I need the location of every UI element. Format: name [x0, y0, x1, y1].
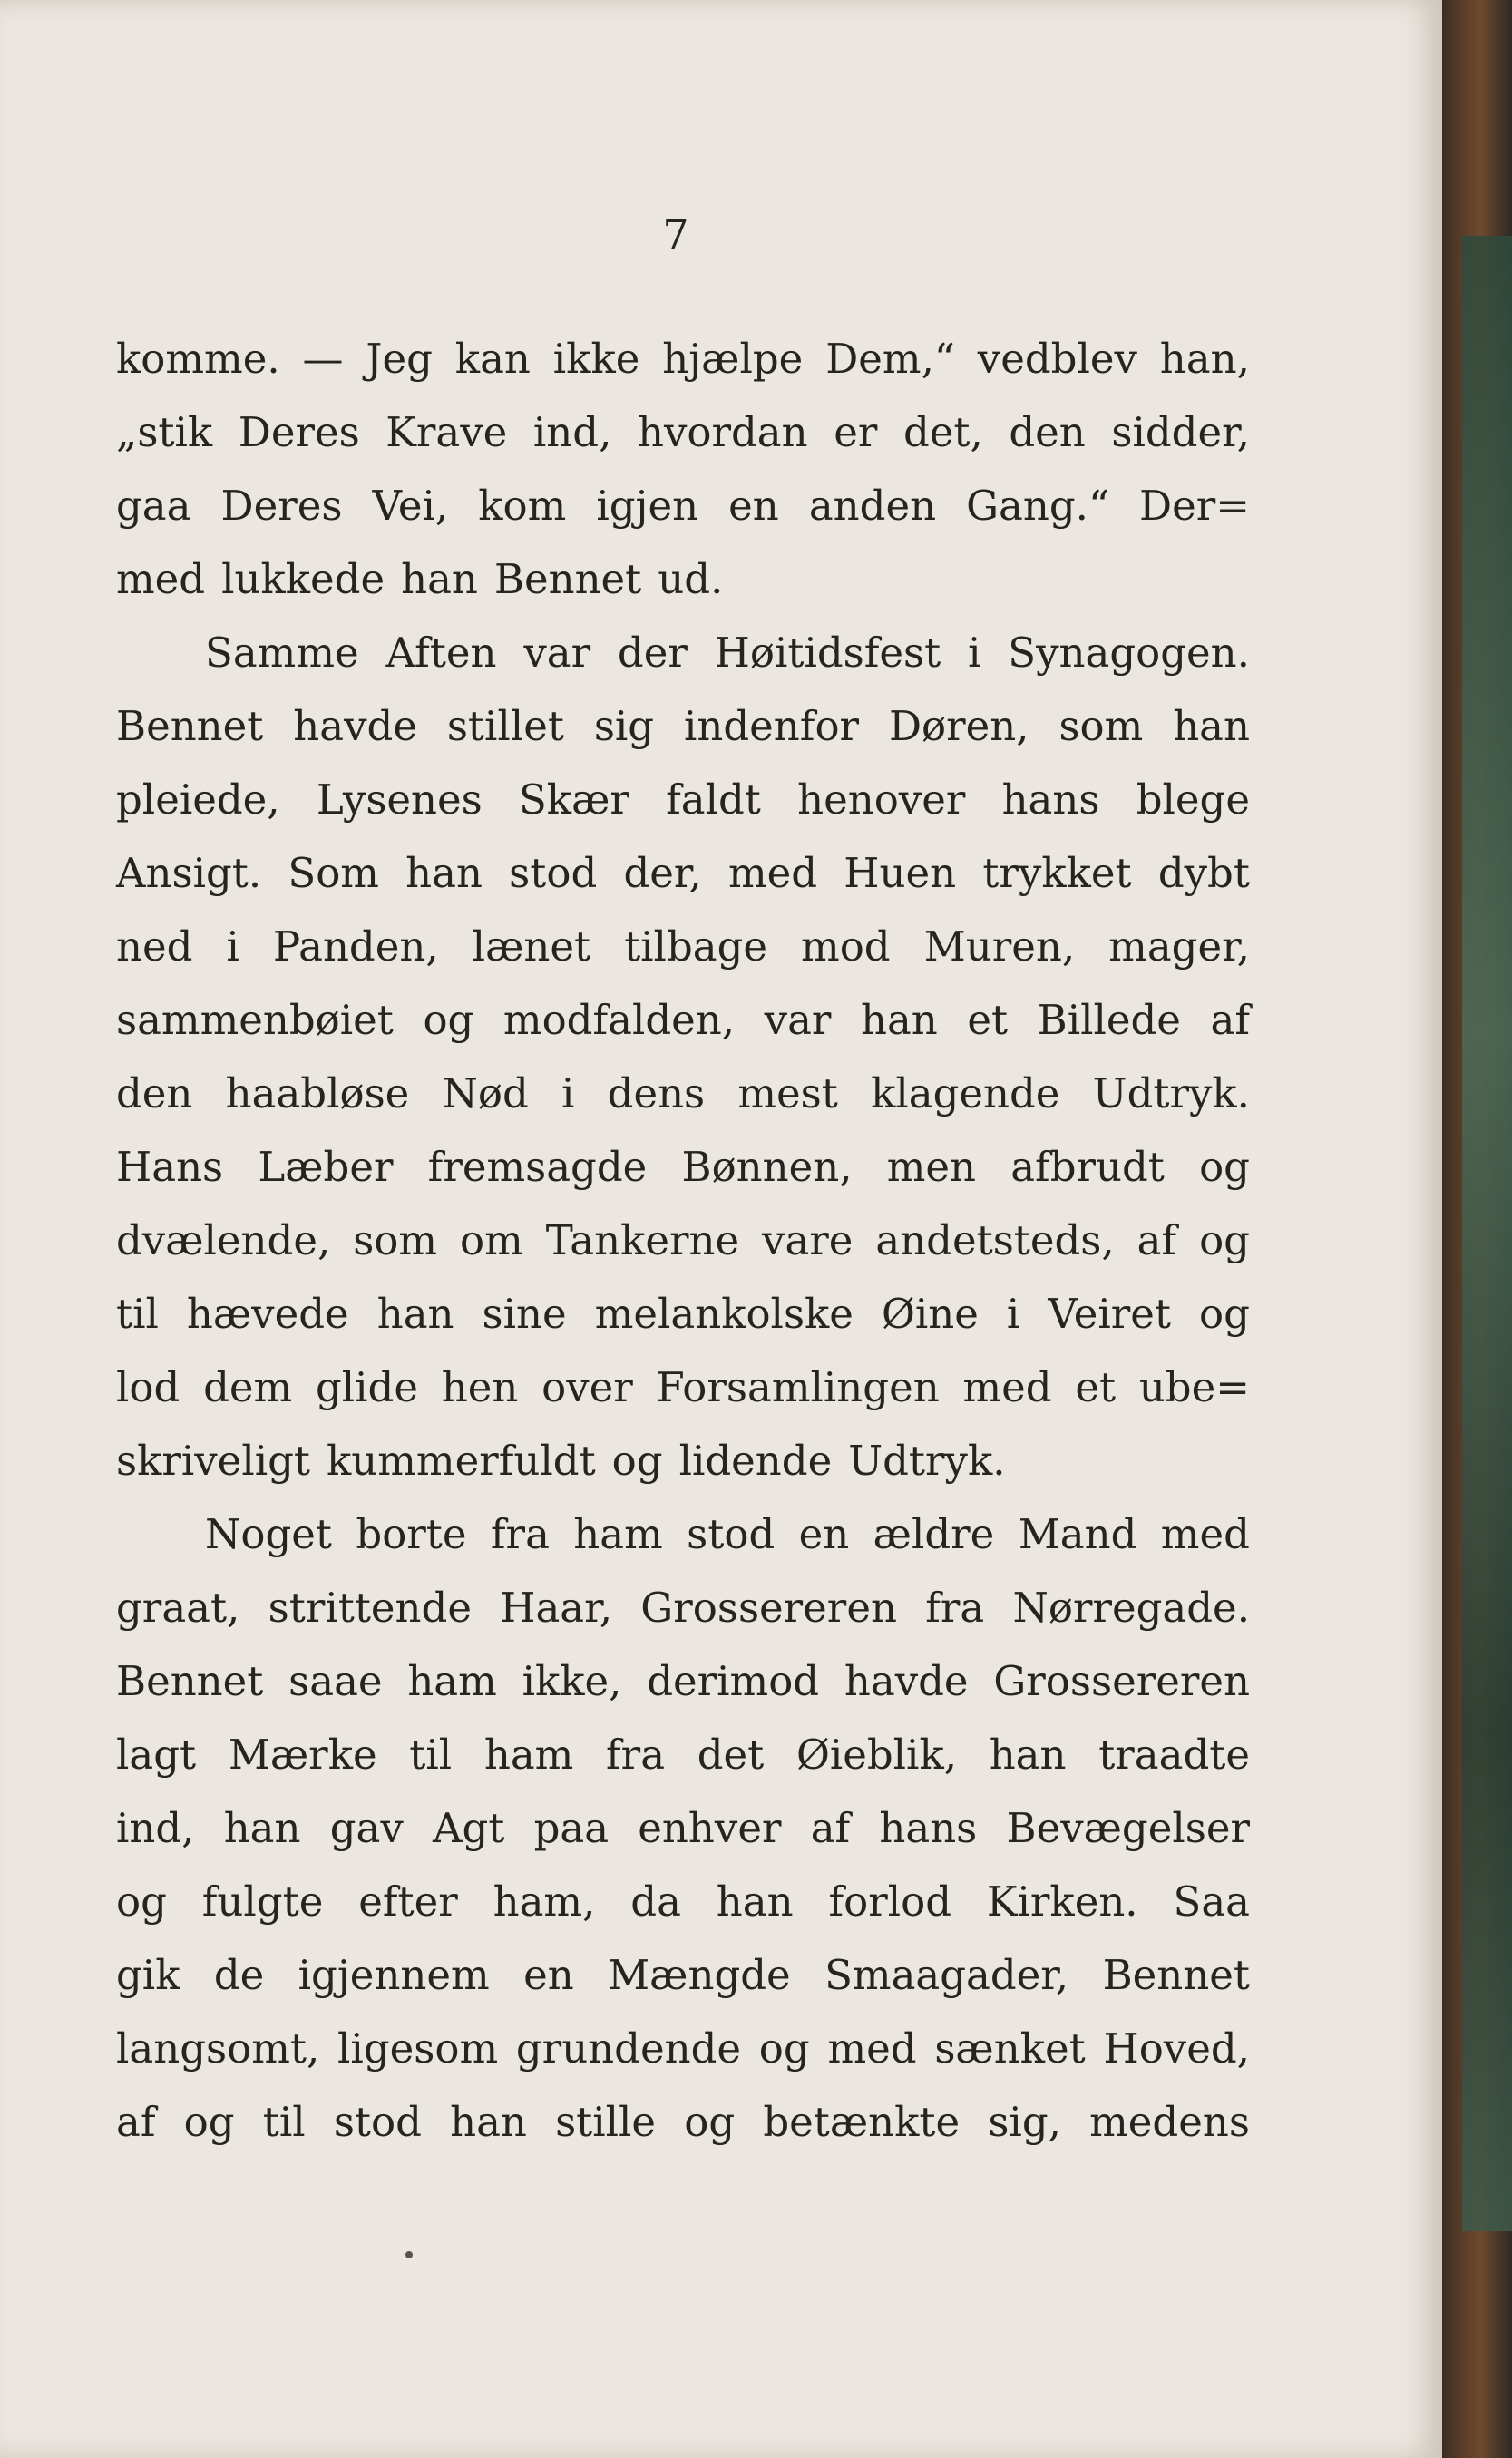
word: gav [329, 1804, 404, 1852]
word: strittende [268, 1584, 472, 1632]
word: der [617, 629, 688, 677]
word: glide [315, 1363, 418, 1411]
word: han, [1159, 335, 1250, 383]
text-line [116, 1204, 1250, 1277]
word: han [450, 2098, 527, 2146]
word: de [213, 1951, 265, 1999]
word: Saa [1173, 1878, 1250, 1926]
text-line [116, 1351, 1250, 1424]
word: Panden, [272, 922, 439, 971]
word: i [561, 1069, 575, 1117]
word: den [1009, 408, 1086, 456]
text-line [116, 1497, 1250, 1571]
word: og [1199, 1143, 1250, 1191]
word: Bevægelser [1006, 1804, 1250, 1852]
word: et [967, 996, 1009, 1044]
word: kan [454, 335, 531, 383]
word: Udtryk. [1092, 1069, 1250, 1117]
word: borte [356, 1510, 467, 1558]
word: og [758, 2024, 810, 2073]
word: ham [407, 1657, 497, 1705]
word: Smaagader, [824, 1951, 1069, 1999]
word: trykket [982, 849, 1132, 897]
text-line [116, 1865, 1250, 1938]
word: Bønnen, [681, 1143, 853, 1191]
word: fremsagde [427, 1143, 648, 1191]
word: om [460, 1216, 523, 1264]
word: andetsteds, [875, 1216, 1115, 1264]
word: og [611, 1437, 663, 1485]
word: afbrudt [1010, 1143, 1165, 1191]
word: blege [1136, 775, 1250, 824]
text-line [116, 542, 1250, 616]
word: pleiede, [116, 775, 280, 824]
text-line [116, 616, 1250, 689]
word: haabløse [225, 1069, 410, 1117]
word: Samme [205, 629, 359, 677]
word: ind, [532, 408, 612, 456]
word: han [860, 996, 938, 1044]
word: Øieblik, [795, 1731, 958, 1779]
word: kom [478, 482, 567, 530]
word: Mængde [608, 1951, 791, 1999]
word: da [630, 1878, 681, 1926]
word: Bennet [116, 1657, 264, 1705]
text-line [116, 395, 1250, 469]
word: Skær [518, 775, 629, 824]
word: — [302, 335, 344, 383]
word: Som [288, 849, 379, 897]
word: Dem,“ [825, 335, 955, 383]
word: Ansigt. [116, 849, 262, 897]
text-line [116, 1130, 1250, 1204]
word: betænkte [763, 2098, 961, 2146]
word: tilbage [624, 922, 768, 971]
word: stod [687, 1510, 776, 1558]
word: og [116, 1878, 167, 1926]
word: sig, [988, 2098, 1061, 2146]
word: med [1160, 1510, 1250, 1558]
word: fra [490, 1510, 550, 1558]
word: Udtryk. [848, 1437, 1006, 1485]
word: faldt [666, 775, 761, 824]
word: havde [293, 702, 417, 750]
word: paa [533, 1804, 610, 1852]
word: han [405, 849, 483, 897]
text-line [116, 469, 1250, 542]
word: hjælpe [662, 335, 804, 383]
word: dybt [1157, 849, 1250, 897]
word: i [226, 922, 239, 971]
word: fulgte [201, 1878, 324, 1926]
word: men [886, 1143, 977, 1191]
word: enhver [638, 1804, 782, 1852]
word: Aften [385, 629, 497, 677]
word: i [968, 629, 981, 677]
word: Læber [258, 1143, 394, 1191]
word: som [353, 1216, 438, 1264]
word: Muren, [923, 922, 1076, 971]
text-line [116, 836, 1250, 910]
word: ned [116, 922, 193, 971]
word: derimod [647, 1657, 820, 1705]
word: sidder, [1111, 408, 1250, 456]
word: Deres [220, 482, 343, 530]
word: han [989, 1731, 1067, 1779]
word: hans [879, 1804, 978, 1852]
word: og [1199, 1290, 1250, 1338]
word: sammenbøiet [116, 996, 394, 1044]
word: traadte [1098, 1731, 1250, 1779]
word: Krave [385, 408, 508, 456]
word: Vei, [372, 482, 449, 530]
text-line [116, 910, 1250, 983]
word: igjen [596, 482, 699, 530]
word: med [727, 849, 818, 897]
word: ham [483, 1731, 574, 1779]
word: igjennem [298, 1951, 490, 1999]
word: til [409, 1731, 453, 1779]
word: sig [593, 702, 655, 750]
word: en [798, 1510, 850, 1558]
word: et [1075, 1363, 1117, 1411]
word: Døren, [888, 702, 1029, 750]
word: med [827, 2024, 917, 2073]
word: Tankerne [545, 1216, 740, 1264]
word: vare [762, 1216, 854, 1264]
word: melankolske [594, 1290, 854, 1338]
word: han [376, 1290, 454, 1338]
word: stille [555, 2098, 657, 2146]
word: lagt [116, 1731, 197, 1779]
text-line [116, 1938, 1250, 2012]
word: af [116, 2098, 156, 2146]
word: Grossereren [640, 1584, 897, 1632]
word: saae [288, 1657, 383, 1705]
spine-cloth [1462, 236, 1512, 2231]
paper-speck [405, 2251, 413, 2258]
word: der, [623, 849, 702, 897]
word: han [716, 1878, 794, 1926]
word: var [523, 629, 591, 677]
word: gik [116, 1951, 180, 1999]
word: Huen [844, 849, 957, 897]
word: Gang.“ [966, 482, 1109, 530]
word: Billede [1037, 996, 1181, 1044]
word: sine [482, 1290, 567, 1338]
text-line [116, 1718, 1250, 1791]
word: Forsamlingen [656, 1363, 940, 1411]
word: ældre [873, 1510, 995, 1558]
word: han [401, 555, 478, 603]
word: i [1006, 1290, 1020, 1338]
text-line [116, 1571, 1250, 1644]
word: ind, [116, 1804, 195, 1852]
word: han [223, 1804, 301, 1852]
text-line [116, 1057, 1250, 1130]
word: Grossereren [993, 1657, 1250, 1705]
word: grundende [515, 2024, 742, 2073]
word: Høitidsfest [714, 629, 941, 677]
page-number: 7 [662, 210, 689, 259]
word: stillet [446, 702, 564, 750]
word: en [728, 482, 779, 530]
word: ham, [493, 1878, 596, 1926]
word: langsomt, [116, 2024, 320, 2073]
word: Deres [238, 408, 360, 456]
word: lod [116, 1363, 180, 1411]
word: Jeg [366, 335, 433, 383]
word: Nørregade. [1012, 1584, 1250, 1632]
word: og [684, 2098, 736, 2146]
word: Bennet [116, 702, 264, 750]
text-line [116, 763, 1250, 836]
word: fra [606, 1731, 666, 1779]
word: Kirken. [986, 1878, 1138, 1926]
word: hævede [186, 1290, 349, 1338]
word: lukkede [221, 555, 385, 603]
word: stod [333, 2098, 422, 2146]
word: forlod [828, 1878, 952, 1926]
word: ube= [1138, 1363, 1250, 1411]
word: ikke [552, 335, 640, 383]
word: havde [844, 1657, 969, 1705]
word: stod [509, 849, 598, 897]
text-line [116, 1644, 1250, 1718]
text-line [116, 1424, 1250, 1497]
word: dens [607, 1069, 706, 1117]
word: ham [573, 1510, 663, 1558]
word: og [1199, 1216, 1250, 1264]
word: det [697, 1731, 765, 1779]
word: til [116, 1290, 159, 1338]
word: dvælende, [116, 1216, 331, 1264]
word: hvordan [637, 408, 808, 456]
word: med [962, 1363, 1052, 1411]
text-line [116, 2085, 1250, 2159]
word: Veiret [1048, 1290, 1171, 1338]
word: Hans [116, 1143, 224, 1191]
word: henover [797, 775, 966, 824]
word: af [1210, 996, 1250, 1044]
word: Noget [205, 1510, 332, 1558]
word: kummerfuldt [327, 1437, 596, 1485]
word: han [1173, 702, 1250, 750]
word: skriveligt [116, 1437, 310, 1485]
word: det, [902, 408, 983, 456]
word: ud. [658, 555, 724, 603]
word: efter [358, 1878, 458, 1926]
text-line [116, 1791, 1250, 1865]
word: fra [925, 1584, 985, 1632]
word: indenfor [684, 702, 860, 750]
word: Mærke [228, 1731, 377, 1779]
text-line [116, 983, 1250, 1057]
word: var [764, 996, 832, 1044]
word: Haar, [500, 1584, 613, 1632]
word: Nød [442, 1069, 529, 1117]
word: hans [1001, 775, 1100, 824]
word: ikke, [522, 1657, 622, 1705]
text-line [116, 1277, 1250, 1351]
word: hen [441, 1363, 519, 1411]
word: lidende [678, 1437, 833, 1485]
word: Mand [1018, 1510, 1137, 1558]
word: Hoved, [1103, 2024, 1250, 2073]
word: Der= [1139, 482, 1250, 530]
word: og [423, 996, 474, 1044]
word: Lysenes [316, 775, 483, 824]
word: til [262, 2098, 306, 2146]
word: klagende [871, 1069, 1060, 1117]
word: dem [203, 1363, 293, 1411]
word: „stik [116, 408, 213, 456]
word: mager, [1108, 922, 1250, 971]
word: en [523, 1951, 574, 1999]
word: Øine [881, 1290, 979, 1338]
word: vedblev [977, 335, 1137, 383]
word: Bennet [493, 555, 642, 603]
word: med [116, 555, 206, 603]
word: graat, [116, 1584, 240, 1632]
text-line [116, 322, 1250, 395]
body-text [116, 322, 1250, 2159]
word: komme. [116, 335, 280, 383]
word: Synagogen. [1008, 629, 1250, 677]
word: mod [801, 922, 891, 971]
word: lænet [472, 922, 591, 971]
word: er [834, 408, 878, 456]
word: mest [737, 1069, 838, 1117]
word: af [810, 1804, 851, 1852]
word: og [183, 2098, 235, 2146]
word: over [541, 1363, 633, 1411]
word: som [1058, 702, 1144, 750]
word: den [116, 1069, 193, 1117]
word: Bennet [1102, 1951, 1250, 1999]
text-line [116, 689, 1250, 763]
word: anden [808, 482, 937, 530]
word: af [1136, 1216, 1177, 1264]
word: medens [1089, 2098, 1250, 2146]
word: modfalden, [502, 996, 736, 1044]
word: Agt [433, 1804, 505, 1852]
word: sænket [934, 2024, 1086, 2073]
word: ligesom [337, 2024, 499, 2073]
word: gaa [116, 482, 191, 530]
text-line [116, 2012, 1250, 2085]
